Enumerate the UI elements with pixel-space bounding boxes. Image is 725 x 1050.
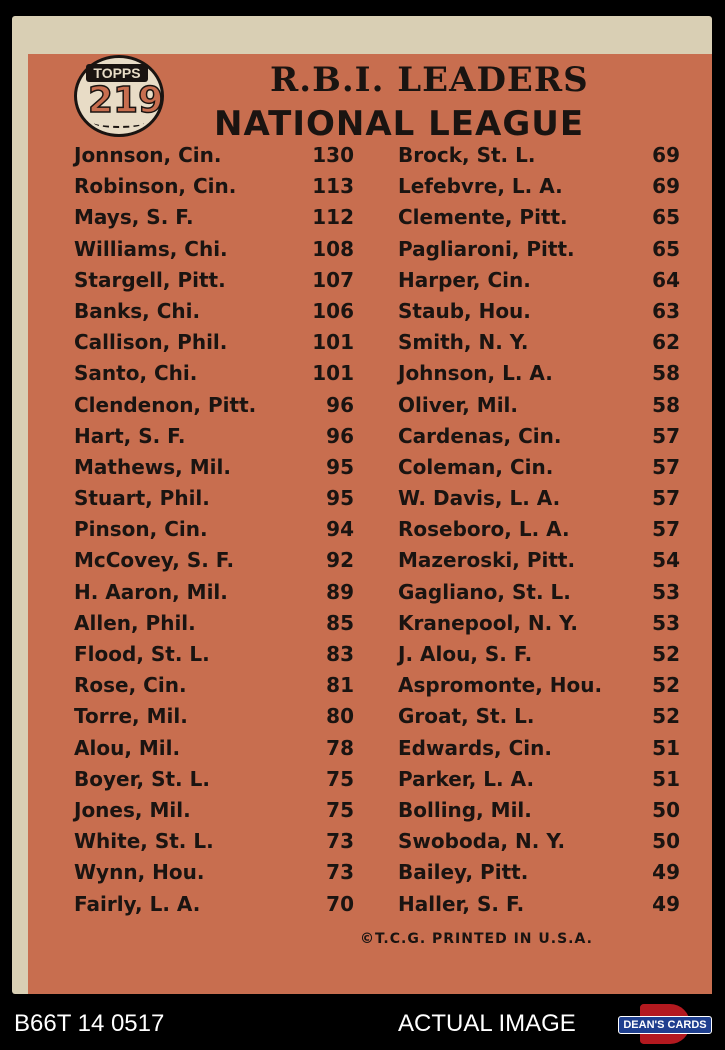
player-name: Haller, S. F. bbox=[398, 891, 525, 916]
rbi-value: 52 bbox=[652, 642, 680, 666]
player-name: Allen, Phil. bbox=[74, 610, 196, 635]
rbi-value: 112 bbox=[312, 205, 354, 230]
player-name: White, St. L. bbox=[74, 829, 214, 854]
rbi-value: 65 bbox=[652, 205, 680, 230]
rbi-value: 85 bbox=[326, 610, 354, 635]
rbi-value: 65 bbox=[652, 236, 680, 261]
leader-row bbox=[398, 639, 680, 670]
leader-row bbox=[74, 140, 354, 171]
rbi-value: 94 bbox=[326, 517, 354, 542]
leader-row bbox=[398, 327, 680, 358]
leader-row bbox=[74, 670, 354, 701]
leader-row bbox=[398, 764, 680, 795]
leaders-right-column bbox=[398, 140, 680, 920]
leader-row bbox=[74, 483, 354, 514]
leader-row bbox=[398, 733, 680, 764]
rbi-value: 53 bbox=[652, 579, 680, 604]
player-name: Harper, Cin. bbox=[398, 267, 531, 292]
leader-row bbox=[398, 358, 680, 389]
rbi-value: 52 bbox=[652, 673, 680, 698]
leader-row bbox=[74, 234, 354, 265]
player-name: Jonnson, Cin. bbox=[74, 143, 222, 167]
player-name: Oliver, Mil. bbox=[398, 392, 519, 417]
player-name: Williams, Chi. bbox=[74, 236, 228, 261]
leader-row bbox=[398, 545, 680, 576]
leader-row bbox=[74, 171, 354, 202]
player-name: Hart, S. F. bbox=[74, 423, 186, 448]
player-name: Gagliano, St. L. bbox=[398, 579, 571, 604]
leader-row bbox=[74, 577, 354, 608]
rbi-value: 53 bbox=[652, 610, 680, 635]
leader-row bbox=[74, 296, 354, 327]
player-name: Stargell, Pitt. bbox=[74, 267, 226, 292]
player-name: Pagliaroni, Pitt. bbox=[398, 236, 575, 261]
rbi-value: 108 bbox=[312, 236, 354, 261]
leader-row bbox=[74, 202, 354, 233]
player-name: Flood, St. L. bbox=[74, 642, 210, 666]
rbi-value: 64 bbox=[652, 267, 680, 292]
leader-row bbox=[74, 889, 354, 920]
rbi-value: 73 bbox=[326, 860, 354, 885]
leader-row bbox=[398, 670, 680, 701]
player-name: Brock, St. L. bbox=[398, 143, 536, 167]
leader-row bbox=[74, 608, 354, 639]
leader-row bbox=[74, 265, 354, 296]
player-name: Torre, Mil. bbox=[74, 704, 188, 729]
copyright-note: ©T.C.G. PRINTED IN U.S.A. bbox=[360, 931, 593, 947]
player-name: J. Alou, S. F. bbox=[398, 642, 533, 666]
player-name: Alou, Mil. bbox=[74, 735, 181, 760]
rbi-value: 57 bbox=[652, 517, 680, 542]
player-name: Clendenon, Pitt. bbox=[74, 392, 257, 417]
player-name: Staub, Hou. bbox=[398, 298, 531, 323]
rbi-value: 89 bbox=[326, 579, 354, 604]
actual-image-label: ACTUAL IMAGE bbox=[398, 1010, 576, 1037]
player-name: Swoboda, N. Y. bbox=[398, 829, 566, 854]
rbi-value: 113 bbox=[312, 174, 354, 199]
leader-row bbox=[398, 826, 680, 857]
leader-row bbox=[74, 795, 354, 826]
rbi-value: 49 bbox=[652, 860, 680, 885]
rbi-value: 58 bbox=[652, 392, 680, 417]
leader-row bbox=[398, 795, 680, 826]
player-name: Bolling, Mil. bbox=[398, 797, 532, 822]
rbi-value: 96 bbox=[326, 392, 354, 417]
card-title: R.B.I. LEADERS bbox=[270, 60, 589, 100]
leader-row bbox=[74, 390, 354, 421]
rbi-value: 73 bbox=[326, 829, 354, 854]
player-name: McCovey, S. F. bbox=[74, 548, 235, 573]
player-name: Pinson, Cin. bbox=[74, 517, 208, 542]
dealer-logo-text: DEAN'S CARDS bbox=[618, 1016, 712, 1034]
rbi-value: 106 bbox=[312, 298, 354, 323]
leader-row bbox=[74, 701, 354, 732]
player-name: Mathews, Mil. bbox=[74, 454, 231, 479]
player-name: Rose, Cin. bbox=[74, 673, 187, 698]
leader-row bbox=[74, 639, 354, 670]
leader-row bbox=[74, 826, 354, 857]
leader-row bbox=[74, 421, 354, 452]
player-name: Johnson, L. A. bbox=[398, 361, 553, 386]
leader-row bbox=[74, 857, 354, 888]
rbi-value: 57 bbox=[652, 486, 680, 511]
rbi-value: 50 bbox=[652, 797, 680, 822]
player-name: Roseboro, L. A. bbox=[398, 517, 570, 542]
rbi-value: 75 bbox=[326, 797, 354, 822]
leader-row bbox=[398, 234, 680, 265]
player-name: Kranepool, N. Y. bbox=[398, 610, 578, 635]
rbi-value: 57 bbox=[652, 423, 680, 448]
leader-row bbox=[398, 140, 680, 171]
player-name: Fairly, L. A. bbox=[74, 891, 201, 916]
rbi-value: 101 bbox=[312, 361, 354, 386]
leader-row bbox=[398, 577, 680, 608]
rbi-value: 51 bbox=[652, 766, 680, 791]
leader-row bbox=[398, 701, 680, 732]
rbi-value: 101 bbox=[312, 330, 354, 355]
player-name: Mazeroski, Pitt. bbox=[398, 548, 576, 573]
player-name: Coleman, Cin. bbox=[398, 454, 554, 479]
leader-row bbox=[74, 514, 354, 545]
rbi-value: 78 bbox=[326, 735, 354, 760]
leader-row bbox=[398, 889, 680, 920]
rbi-value: 107 bbox=[312, 267, 354, 292]
player-name: Bailey, Pitt. bbox=[398, 860, 529, 885]
leader-row bbox=[74, 545, 354, 576]
rbi-value: 81 bbox=[326, 673, 354, 698]
rbi-value: 69 bbox=[652, 174, 680, 199]
rbi-value: 54 bbox=[652, 548, 680, 573]
player-name: Stuart, Phil. bbox=[74, 486, 210, 511]
player-name: Lefebvre, L. A. bbox=[398, 174, 563, 199]
leaders-left-column bbox=[74, 140, 354, 920]
leader-row bbox=[74, 327, 354, 358]
rbi-value: 70 bbox=[326, 891, 354, 916]
leader-row bbox=[398, 296, 680, 327]
player-name: Mays, S. F. bbox=[74, 205, 194, 230]
leader-row bbox=[398, 171, 680, 202]
baseball-icon bbox=[94, 118, 144, 128]
leader-row bbox=[74, 764, 354, 795]
rbi-value: 69 bbox=[652, 143, 680, 167]
leader-row bbox=[74, 452, 354, 483]
leader-row bbox=[398, 202, 680, 233]
rbi-value: 75 bbox=[326, 766, 354, 791]
leader-row bbox=[398, 857, 680, 888]
inventory-code: B66T 14 0517 bbox=[14, 1010, 165, 1037]
leader-row bbox=[398, 421, 680, 452]
player-name: Callison, Phil. bbox=[74, 330, 228, 355]
player-name: Santo, Chi. bbox=[74, 361, 198, 386]
player-name: H. Aaron, Mil. bbox=[74, 579, 228, 604]
player-name: Clemente, Pitt. bbox=[398, 205, 568, 230]
topps-brand-label: TOPPS bbox=[86, 64, 148, 82]
leader-row bbox=[398, 452, 680, 483]
rbi-value: 92 bbox=[326, 548, 354, 573]
leader-row bbox=[398, 608, 680, 639]
player-name: Edwards, Cin. bbox=[398, 735, 552, 760]
rbi-value: 130 bbox=[312, 143, 354, 167]
rbi-value: 51 bbox=[652, 735, 680, 760]
card-subtitle: NATIONAL LEAGUE bbox=[214, 104, 585, 144]
player-name: Smith, N. Y. bbox=[398, 330, 529, 355]
player-name: Aspromonte, Hou. bbox=[398, 673, 603, 698]
player-name: Wynn, Hou. bbox=[74, 860, 205, 885]
rbi-value: 62 bbox=[652, 330, 680, 355]
leader-row bbox=[398, 390, 680, 421]
player-name: Banks, Chi. bbox=[74, 298, 201, 323]
leader-row bbox=[74, 358, 354, 389]
rbi-value: 83 bbox=[326, 642, 354, 666]
leader-row bbox=[398, 514, 680, 545]
rbi-value: 57 bbox=[652, 454, 680, 479]
rbi-value: 63 bbox=[652, 298, 680, 323]
player-name: Groat, St. L. bbox=[398, 704, 535, 729]
rbi-value: 95 bbox=[326, 486, 354, 511]
card-left-strip bbox=[28, 54, 56, 994]
leader-row bbox=[398, 483, 680, 514]
rbi-value: 58 bbox=[652, 361, 680, 386]
player-name: Parker, L. A. bbox=[398, 766, 535, 791]
leader-row bbox=[74, 733, 354, 764]
rbi-value: 96 bbox=[326, 423, 354, 448]
leader-row bbox=[398, 265, 680, 296]
player-name: Cardenas, Cin. bbox=[398, 423, 562, 448]
card-number: 219 bbox=[88, 80, 164, 121]
player-name: Boyer, St. L. bbox=[74, 766, 210, 791]
player-name: W. Davis, L. A. bbox=[398, 486, 561, 511]
rbi-value: 95 bbox=[326, 454, 354, 479]
dealer-logo[interactable] bbox=[618, 1004, 712, 1044]
player-name: Robinson, Cin. bbox=[74, 174, 237, 199]
player-name: Jones, Mil. bbox=[74, 797, 191, 822]
rbi-value: 52 bbox=[652, 704, 680, 729]
rbi-value: 80 bbox=[326, 704, 354, 729]
rbi-value: 49 bbox=[652, 891, 680, 916]
rbi-value: 50 bbox=[652, 829, 680, 854]
